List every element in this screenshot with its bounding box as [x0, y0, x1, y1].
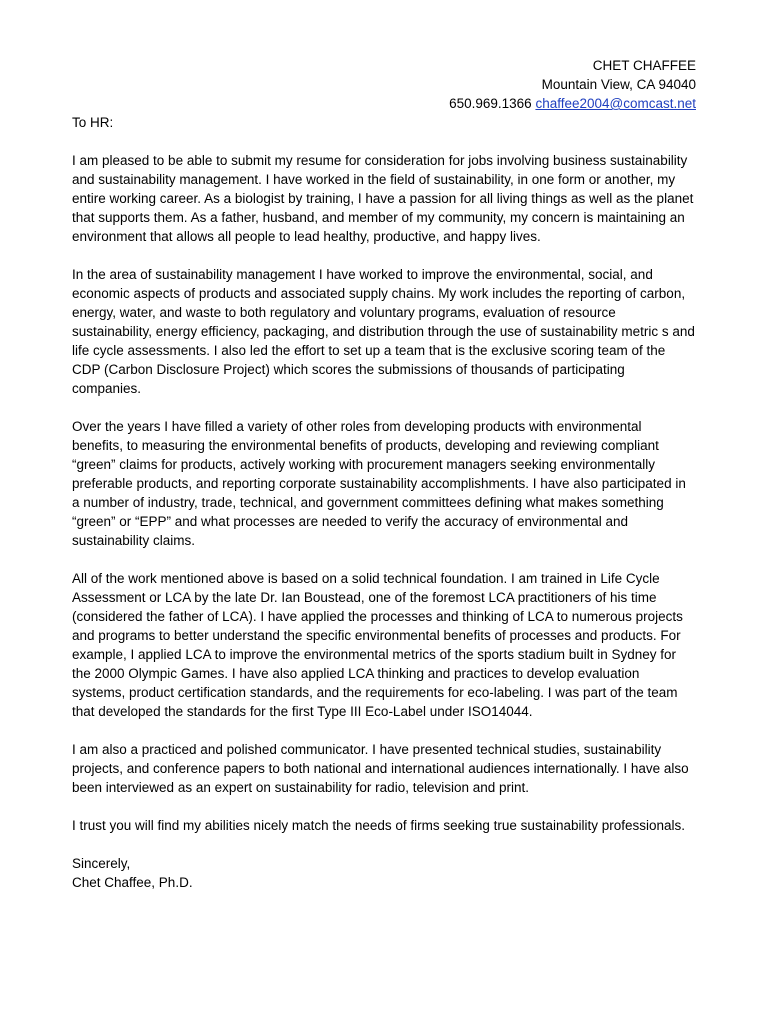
paragraph-communicator: I am also a practiced and polished communicator. I have presented technical studies, sustainability projects, and conference papers to both national and international audiences internationally. I have also been interviewed as an expert on sustainability for radio, television and print. — [72, 742, 689, 795]
paragraph-roles: Over the years I have filled a variety of other roles from developing products with environmental benefits, to measuring the environmental benefits of products, developing and reviewing compliant “green” claims for products, actively working with procurement managers seeking environmentally preferable products, and reporting corporate sustainability accomplishments. I have also participated in a number of industry, trade, technical, and government committees defining what makes something “green” or “EPP” and what processes are needed to verify the accuracy of environmental and sustainability claims. — [72, 419, 686, 548]
paragraph-sustainability-management: In the area of sustainability management I have worked to improve the environmental, social, and economic aspects of products and associated supply chains. My work includes the reporting of carbon, energy, water, and waste to both regulatory and voluntary programs, evaluation of resource sustainability, energy efficiency, packaging, and distribution through the use of sustainability metric s and life cycle assessments. I also led the effort to set up a team that is the exclusive scoring team of the CDP (Carbon Disclosure Project) which scores the submissions of thousands of participating companies. — [72, 267, 695, 396]
email-link[interactable]: chaffee2004@comcast.net — [535, 96, 696, 111]
closing: Sincerely, — [72, 856, 131, 871]
letter-body — [72, 113, 696, 892]
paragraph-conclusion: I trust you will find my abilities nicely match the needs of firms seeking true sustainability professionals. — [72, 818, 686, 833]
sender-phone: 650.969.1366 — [449, 96, 532, 111]
contact-line — [449, 94, 696, 113]
salutation: To HR: — [72, 115, 114, 130]
sender-name: CHET CHAFFEE — [592, 58, 696, 73]
paragraph-technical-foundation: All of the work mentioned above is based on a solid technical foundation. I am trained in Life Cycle Assessment or LCA by the late Dr. Ian Boustead, one of the foremost LCA practitioners of his time (considered the father of LCA). I have applied the processes and thinking of LCA to numerous projects and programs to better understand the specific environmental benefits of processes and products. For example, I applied LCA to improve the environmental metrics of the sports stadium built in Sydney for the 2000 Olympic Games. I have also applied LCA thinking and practices to develop evaluation systems, product certification standards, and the requirements for eco-labeling. I was part of the team that developed the standards for the first Type III Eco-Label under ISO14044. — [72, 571, 683, 719]
sender-address: Mountain View, CA 94040 — [541, 77, 696, 92]
paragraph-intro: I am pleased to be able to submit my resume for consideration for jobs involving business sustainability and sustainability management. I have worked in the field of sustainability, in one form or another, my entire working career. As a biologist by training, I have a passion for all living things as well as the planet that supports them. As a father, husband, and member of my community, my concern is maintaining an environment that allows all people to lead healthy, productive, and happy lives. — [72, 153, 694, 244]
closing-block — [72, 854, 696, 892]
letter-header — [449, 56, 696, 113]
signature: Chet Chaffee, Ph.D. — [72, 875, 193, 890]
